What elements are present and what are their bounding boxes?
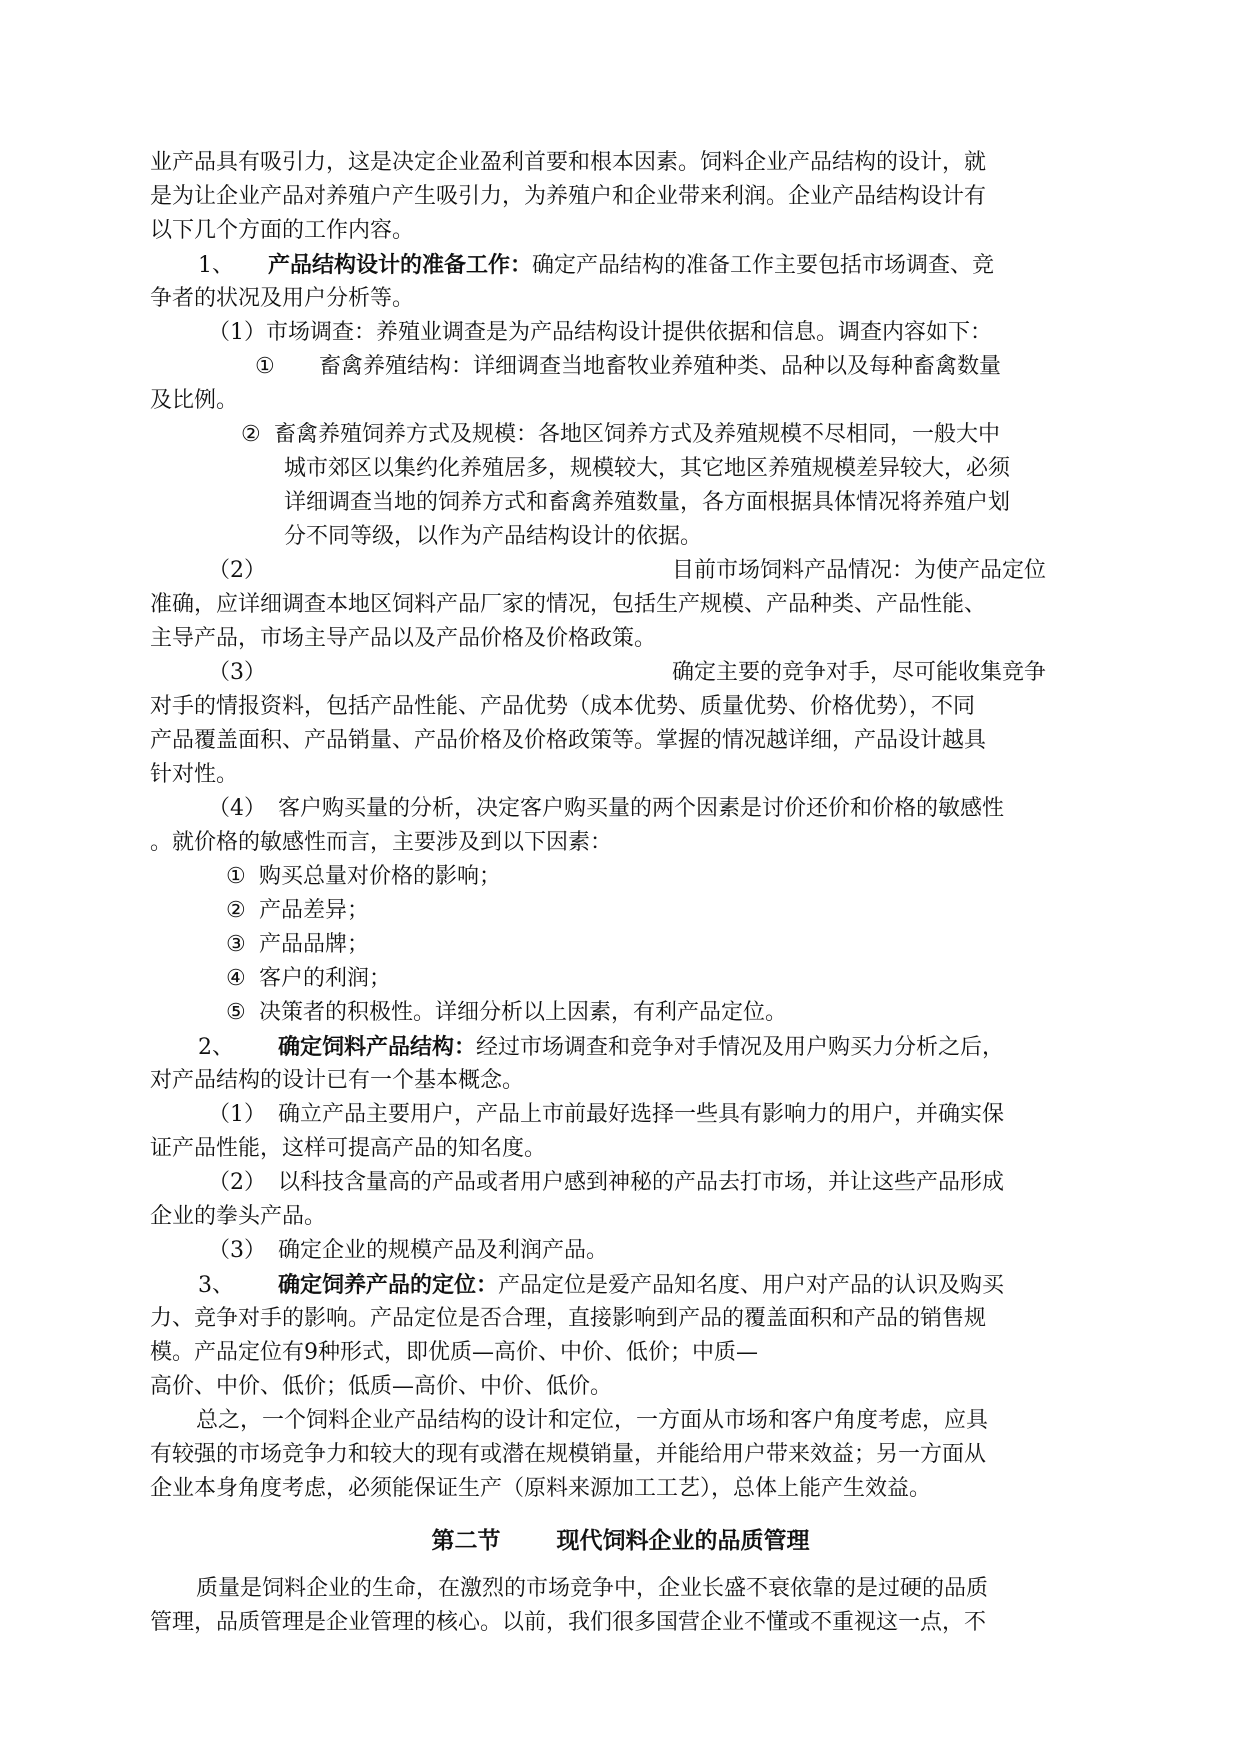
item-2-2-label: （2）	[208, 1170, 266, 1195]
item-1-1-text: 市场调查：养殖业调查是为产品结构设计提供依据和信息。调查内容如下：	[266, 320, 993, 345]
section-1-line-1	[150, 248, 994, 283]
sub-item-1-line-1	[150, 350, 1001, 384]
sub-item-2-line-1	[150, 418, 1000, 452]
section-heading-title: 现代饲料企业的品质管理	[556, 1527, 810, 1554]
item-1-4-line-2: 。就价格的敏感性而言，主要涉及到以下因素：	[150, 830, 613, 855]
item-2-3-line-1	[150, 1234, 608, 1268]
section-2-line-1	[150, 1030, 1004, 1065]
section-3-line-4: 高价、中价、低价；低质—高价、中价、低价。	[150, 1374, 613, 1399]
section-3-text: 产品定位是爱产品知名度、用户对产品的认识及购买	[498, 1273, 1005, 1298]
factor-marker: ②	[226, 898, 246, 923]
item-2-2-text: 以科技含量高的产品或者用户感到神秘的产品去打市场，并让这些产品形成	[278, 1170, 1005, 1195]
section-3-number: 3、	[198, 1273, 234, 1298]
section-heading-label: 第二节	[431, 1527, 501, 1554]
item-1-3-line-4: 针对性。	[150, 762, 239, 787]
summary-line-3: 企业本身角度考虑，必须能保证生产（原料来源加工工艺），总体上能产生效益。	[150, 1476, 932, 1501]
factor-marker: ①	[226, 864, 246, 889]
item-1-2-line-3: 主导产品，市场主导产品以及产品价格及价格政策。	[150, 626, 657, 651]
item-1-4-text: 客户购买量的分析，决定客户购买量的两个因素是讨价还价和价格的敏感性	[278, 796, 1005, 821]
sub-item-2-line-4: 分不同等级，以作为产品结构设计的依据。	[284, 524, 703, 549]
item-2-1-text: 确立产品主要用户，产品上市前最好选择一些具有影响力的用户，并确实保	[278, 1102, 1005, 1127]
item-1-2-label: （2）	[208, 558, 266, 583]
factor-marker: ③	[226, 932, 246, 957]
closing-line-1: 质量是饲料企业的生命，在激烈的市场竞争中，企业长盛不衰依靠的是过硬的品质	[196, 1576, 989, 1601]
sub-item-1-marker: ①	[255, 354, 275, 379]
item-1-4-label: （4）	[208, 796, 266, 821]
item-1-2-line-2: 准确，应详细调查本地区饲料产品厂家的情况，包括生产规模、产品种类、产品性能、	[150, 592, 987, 617]
section-3-heading: 确定饲养产品的定位：	[278, 1272, 499, 1298]
intro-line-2: 是为让企业产品对养殖户产生吸引力，为养殖户和企业带来利润。企业产品结构设计有	[150, 184, 987, 209]
item-2-1-label: （1）	[208, 1102, 266, 1127]
factor-item	[226, 894, 369, 928]
intro-line-3: 以下几个方面的工作内容。	[150, 218, 415, 243]
section-heading	[0, 1522, 1241, 1555]
item-2-3-label: （3）	[208, 1238, 266, 1263]
sub-item-2-text: 畜禽养殖饲养方式及规模：各地区饲养方式及养殖规模不尽相同，一般大中	[274, 422, 1001, 447]
sub-item-2-line-2: 城市郊区以集约化养殖居多，规模较大，其它地区养殖规模差异较大，必须	[284, 456, 1011, 481]
section-2-line-2: 对产品结构的设计已有一个基本概念。	[150, 1068, 525, 1093]
item-1-3-text: 确定主要的竞争对手，尽可能收集竞争	[672, 660, 1047, 685]
section-2-number: 2、	[198, 1035, 234, 1060]
item-1-3-line-2: 对手的情报资料，包括产品性能、产品优势（成本优势、质量优势、价格优势），不同	[150, 694, 976, 719]
item-1-2-line-1	[150, 554, 1046, 588]
item-2-3-text: 确定企业的规模产品及利润产品。	[278, 1238, 609, 1263]
factor-item	[226, 928, 369, 962]
item-1-4-line-1	[150, 792, 1004, 826]
factor-marker: ④	[226, 966, 246, 991]
item-2-1-line-2: 证产品性能，这样可提高产品的知名度。	[150, 1136, 547, 1161]
sub-item-2-marker: ②	[241, 422, 261, 447]
factor-text: 决策者的积极性。详细分析以上因素，有利产品定位。	[259, 1000, 788, 1025]
factor-text: 客户的利润；	[259, 966, 392, 991]
section-1-heading: 产品结构设计的准备工作：	[268, 252, 533, 278]
item-1-3-label: （3）	[208, 660, 266, 685]
factor-text: 产品品牌；	[259, 932, 370, 957]
section-3-line-2: 力、竞争对手的影响。产品定位是否合理，直接影响到产品的覆盖面积和产品的销售规	[150, 1306, 987, 1331]
factor-text: 产品差异；	[259, 898, 370, 923]
section-3-line-3: 模。产品定位有9种形式，即优质—高价、中价、低价；中质—	[150, 1340, 758, 1365]
factor-text: 购买总量对价格的影响；	[259, 864, 502, 889]
summary-line-1: 总之，一个饲料企业产品结构的设计和定位，一方面从市场和客户角度考虑，应具	[196, 1408, 989, 1433]
item-1-3-line-1	[150, 656, 1046, 690]
factor-item	[226, 962, 391, 996]
section-1-line-2: 争者的状况及用户分析等。	[150, 286, 415, 311]
factor-marker: ⑤	[226, 1000, 246, 1025]
factor-item	[226, 860, 501, 894]
factor-item	[226, 996, 787, 1030]
item-2-2-line-2: 企业的拳头产品。	[150, 1204, 327, 1229]
section-1-number: 1、	[198, 253, 234, 278]
summary-line-2: 有较强的市场竞争力和较大的现有或潜在规模销量，并能给用户带来效益；另一方面从	[150, 1442, 987, 1467]
item-1-2-text: 目前市场饲料产品情况：为使产品定位	[672, 558, 1047, 583]
section-3-line-1	[150, 1268, 1004, 1303]
intro-line-1: 业产品具有吸引力，这是决定企业盈利首要和根本因素。饲料企业产品结构的设计，就	[150, 150, 987, 175]
section-2-heading: 确定饲料产品结构：	[278, 1034, 477, 1060]
sub-item-1-line-2: 及比例。	[150, 388, 239, 413]
item-2-1-line-1	[150, 1098, 1004, 1132]
item-1-1	[150, 316, 992, 350]
closing-line-2: 管理，品质管理是企业管理的核心。以前，我们很多国营企业不懂或不重视这一点，不	[150, 1610, 987, 1635]
section-1-text: 确定产品结构的准备工作主要包括市场调查、竞	[532, 253, 995, 278]
item-1-1-label: （1）	[208, 320, 266, 345]
item-2-2-line-1	[150, 1166, 1004, 1200]
sub-item-2-line-3: 详细调查当地的饲养方式和畜禽养殖数量，各方面根据具体情况将养殖户划	[284, 490, 1011, 515]
sub-item-1-text: 畜禽养殖结构：详细调查当地畜牧业养殖种类、品种以及每种畜禽数量	[319, 354, 1002, 379]
section-2-text: 经过市场调查和竞争对手情况及用户购买力分析之后，	[476, 1035, 1005, 1060]
item-1-3-line-3: 产品覆盖面积、产品销量、产品价格及价格政策等。掌握的情况越详细，产品设计越具	[150, 728, 987, 753]
